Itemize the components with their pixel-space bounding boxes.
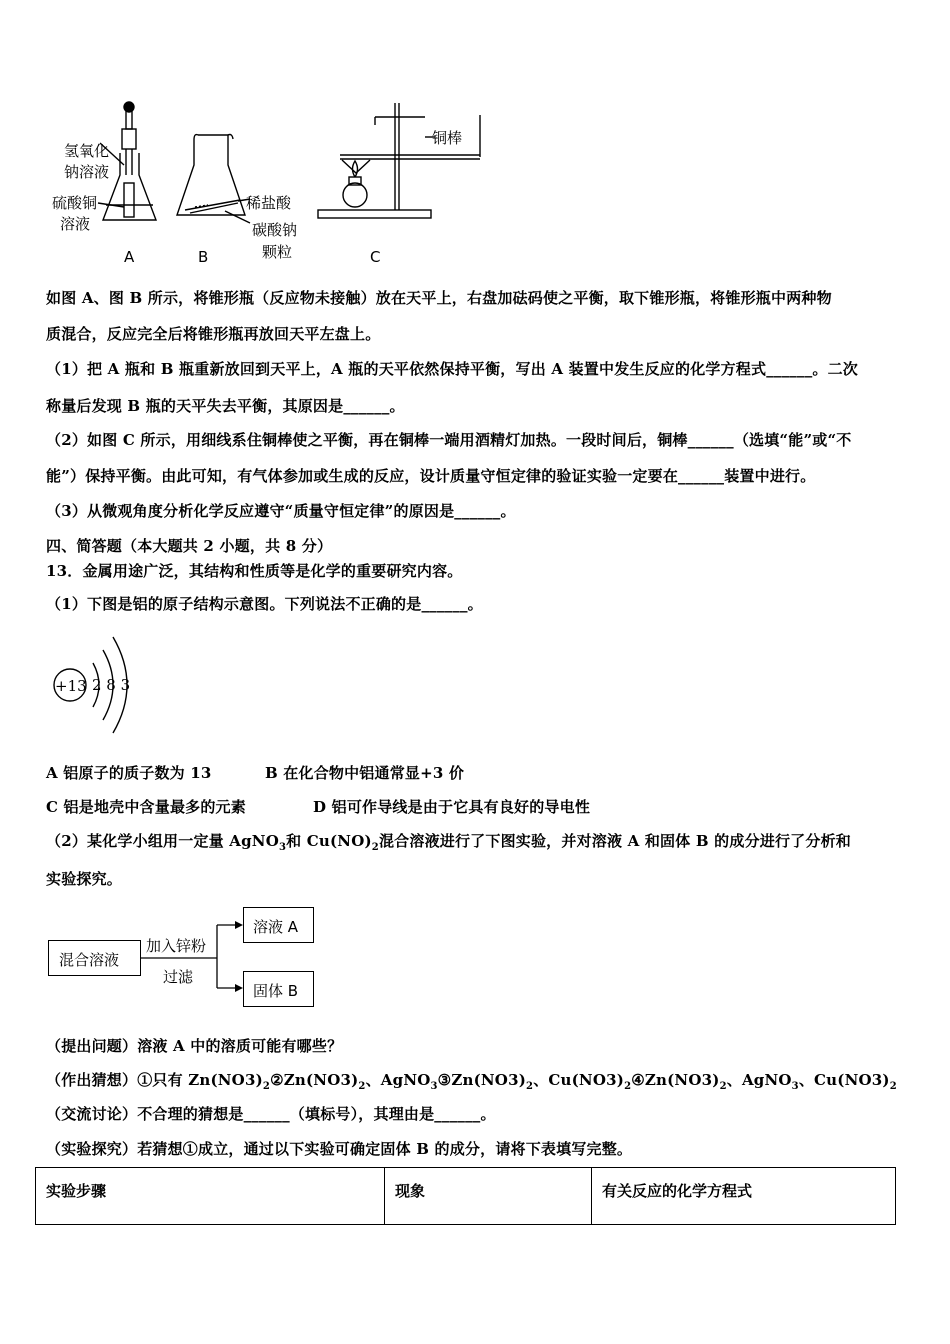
reagent-label: 加入锌粉	[146, 937, 207, 955]
discussion-line: （交流讨论）不合理的猜想是______（填标号），其理由是______。	[46, 1105, 496, 1123]
q13-title: 13．金属用途广泛，其结构和性质等是化学的重要研究内容。	[46, 562, 463, 580]
stand-c-drawing	[318, 103, 480, 218]
label-cuso4-2: 溶液	[60, 215, 91, 233]
q12-part1-line2: 称量后发现 B 瓶的天平失去平衡，其原因是______。	[46, 397, 405, 415]
caption-b: B	[198, 248, 209, 266]
option-b: B 在化合物中铝通常显+3 价	[265, 764, 465, 782]
experiment-table	[35, 1167, 896, 1225]
table-header-row	[36, 1168, 896, 1225]
caption-c: C	[370, 248, 381, 266]
caption-a: A	[124, 248, 135, 266]
q12-intro-line1: 如图 A、图 B 所示，将锥形瓶（反应物未接触）放在天平上，右盘加砝码使之平衡，取下锥形瓶，将锥形瓶中两种物	[46, 289, 832, 307]
label-cuso4-1: 硫酸铜	[52, 194, 98, 212]
exploration-line: （实验探究）若猜想①成立，通过以下实验可确定固体 B 的成分，请将下表填写完整。	[46, 1140, 633, 1158]
q13-part2-line2: 实验探究。	[46, 870, 123, 888]
header-steps: 实验步骤	[36, 1168, 385, 1225]
q12-part2-line1: （2）如图 C 所示，用细线系住铜棒使之平衡，再在铜棒一端用酒精灯加热。一段时间后，铜棒______（选填“能”或“不	[46, 431, 852, 449]
hypotheses-line: （作出猜想）①只有 $Zn(NO3)_2②Zn(NO3)_2$、$AgNO_3③Zn(NO3)_2$、$Cu(NO3)_2④Zn(NO3)_2$、AgNO$_3$、$Cu(NO3)_2$	[46, 1071, 897, 1092]
label-na2co3-1: 碳酸钠	[252, 221, 298, 239]
flask-b-drawing	[177, 135, 250, 224]
solid-b-label: 固体 B	[253, 982, 299, 1000]
label-naoh-1: 氢氧化	[64, 142, 110, 160]
atom-nucleus-label: +13	[55, 677, 87, 695]
header-equation: 有关反应的化学方程式	[592, 1168, 896, 1225]
q12-part2-line2: 能”）保持平衡。由此可知，有气体参加或生成的反应，设计质量守恒定律的验证实验一定要在______装置中进行。	[46, 467, 816, 485]
q12-intro-line2: 质混合，反应完全后将锥形瓶再放回天平左盘上。	[46, 325, 381, 343]
solution-a-label: 溶液 A	[253, 918, 299, 936]
label-copper-rod: 铜棒	[432, 129, 463, 147]
filter-label: 过滤	[163, 968, 194, 986]
header-phenomenon: 现象	[385, 1168, 592, 1225]
atom-shell-electrons: 2 8 3	[92, 676, 131, 694]
ask-question: （提出问题）溶液 A 中的溶质可能有哪些？	[46, 1037, 343, 1055]
option-a: A 铝原子的质子数为 13	[46, 764, 212, 782]
label-naoh-2: 钠溶液	[64, 163, 110, 181]
label-hcl: 稀盐酸	[246, 194, 292, 212]
q13-part2-line1: （2）某化学小组用一定量 AgNO$_3$和 $Cu(NO)_2$混合溶液进行了下图实验，并对溶液 A 和固体 B 的成分进行了分析和	[46, 832, 851, 853]
section-four-heading: 四、简答题（本大题共 2 小题，共 8 分）	[46, 537, 333, 555]
q12-part3: （3）从微观角度分析化学反应遵守“质量守恒定律”的原因是______。	[46, 502, 516, 520]
q13-part1: （1）下图是铝的原子结构示意图。下列说法不正确的是______。	[46, 595, 483, 613]
option-c: C 铝是地壳中含量最多的元素	[46, 798, 246, 816]
q12-part1-line1: （1）把 A 瓶和 B 瓶重新放回到天平上，A 瓶的天平依然保持平衡，写出 A 装置中发生反应的化学方程式______。二次	[46, 360, 858, 378]
option-d: D 铝可作导线是由于它具有良好的导电性	[313, 798, 591, 816]
mixed-solution-label: 混合溶液	[59, 951, 120, 969]
label-na2co3-2: 颗粒	[262, 243, 293, 261]
